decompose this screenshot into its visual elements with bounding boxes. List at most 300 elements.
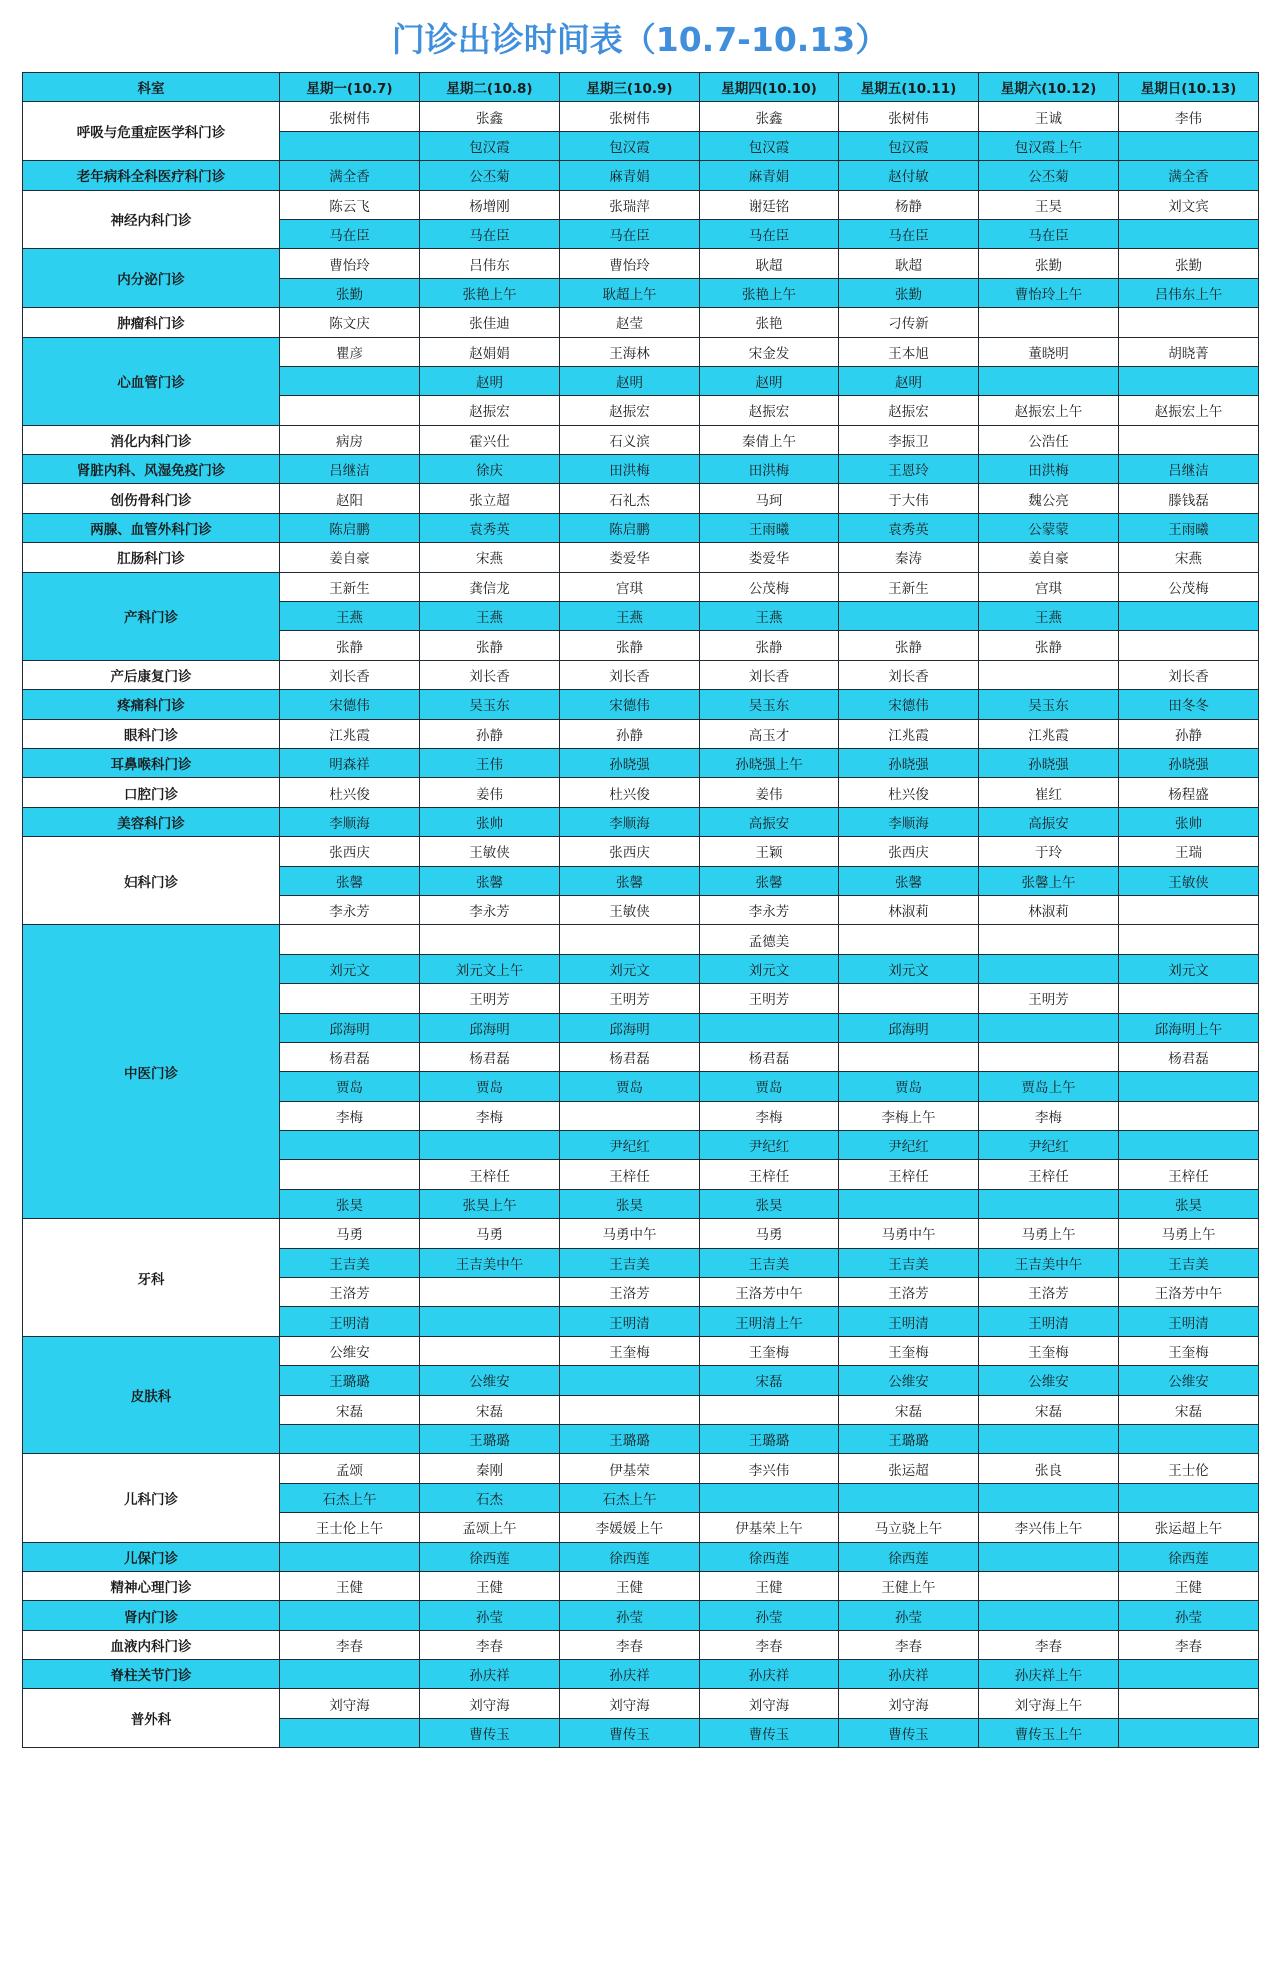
doctor-cell: 宋德伟 [839, 690, 979, 719]
doctor-cell: 张勤 [280, 278, 420, 307]
table-row [23, 660, 1259, 689]
doctor-cell: 杨君磊 [560, 1042, 700, 1071]
doctor-cell: 马在臣 [979, 219, 1119, 248]
doctor-cell: 李梅 [280, 1101, 420, 1130]
department-name: 神经内科门诊 [23, 190, 280, 249]
doctor-cell: 张树伟 [560, 102, 700, 131]
doctor-cell: 刘长香 [560, 660, 700, 689]
doctor-cell: 孟颂 [280, 1454, 420, 1483]
schedule-body [23, 102, 1259, 1748]
doctor-cell: 公蒙蒙 [979, 513, 1119, 542]
doctor-cell: 王恩玲 [839, 455, 979, 484]
table-row [23, 837, 1259, 866]
doctor-cell: 刘元文 [1119, 954, 1259, 983]
doctor-cell: 王健 [420, 1571, 560, 1600]
doctor-cell [1119, 984, 1259, 1013]
doctor-cell [1119, 131, 1259, 160]
doctor-cell: 江兆霞 [839, 719, 979, 748]
doctor-cell [420, 1336, 560, 1365]
doctor-cell: 麻青娟 [700, 161, 839, 190]
doctor-cell: 李春 [420, 1630, 560, 1659]
doctor-cell: 王明芳 [979, 984, 1119, 1013]
doctor-cell: 王吉美 [1119, 1248, 1259, 1277]
doctor-cell: 公维安 [280, 1336, 420, 1365]
doctor-cell: 贾岛 [839, 1072, 979, 1101]
doctor-cell [280, 1160, 420, 1189]
doctor-cell: 李振卫 [839, 425, 979, 454]
doctor-cell: 霍兴仕 [420, 425, 560, 454]
doctor-cell: 刘元文 [560, 954, 700, 983]
doctor-cell: 秦涛 [839, 543, 979, 572]
doctor-cell: 孟德美 [700, 925, 839, 954]
doctor-cell: 公维安 [979, 1366, 1119, 1395]
department-name: 疼痛科门诊 [23, 690, 280, 719]
doctor-cell: 王颖 [700, 837, 839, 866]
doctor-cell: 宫琪 [560, 572, 700, 601]
doctor-cell: 贾岛 [280, 1072, 420, 1101]
doctor-cell: 宋磊 [979, 1395, 1119, 1424]
doctor-cell: 张艳上午 [700, 278, 839, 307]
doctor-cell: 李媛媛上午 [560, 1513, 700, 1542]
doctor-cell: 王璐璐 [420, 1424, 560, 1453]
department-name: 口腔门诊 [23, 778, 280, 807]
doctor-cell: 王明芳 [420, 984, 560, 1013]
doctor-cell: 公茂梅 [1119, 572, 1259, 601]
doctor-cell: 孙莹 [420, 1601, 560, 1630]
doctor-cell: 孙庆祥 [700, 1660, 839, 1689]
table-row [23, 690, 1259, 719]
doctor-cell: 王梓任 [979, 1160, 1119, 1189]
doctor-cell: 孙莹 [700, 1601, 839, 1630]
doctor-cell: 赵明 [700, 366, 839, 395]
doctor-cell: 赵明 [560, 366, 700, 395]
doctor-cell: 刘守海 [560, 1689, 700, 1718]
doctor-cell [979, 1424, 1119, 1453]
doctor-cell: 王健 [560, 1571, 700, 1600]
doctor-cell: 曹传玉 [420, 1718, 560, 1747]
doctor-cell: 龚信龙 [420, 572, 560, 601]
doctor-cell: 王吉美 [280, 1248, 420, 1277]
doctor-cell: 石杰 [420, 1483, 560, 1512]
doctor-cell: 王明清 [1119, 1307, 1259, 1336]
header-cell: 星期三(10.9) [560, 73, 700, 102]
doctor-cell: 杨君磊 [280, 1042, 420, 1071]
doctor-cell: 王洛芳 [979, 1278, 1119, 1307]
doctor-cell: 宫琪 [979, 572, 1119, 601]
doctor-cell: 王吉美 [560, 1248, 700, 1277]
department-name: 血液内科门诊 [23, 1630, 280, 1659]
doctor-cell: 孙晓强 [560, 748, 700, 777]
doctor-cell: 贾岛 [560, 1072, 700, 1101]
doctor-cell [979, 660, 1119, 689]
doctor-cell: 张静 [420, 631, 560, 660]
doctor-cell: 宋德伟 [280, 690, 420, 719]
department-name: 消化内科门诊 [23, 425, 280, 454]
doctor-cell: 杜兴俊 [560, 778, 700, 807]
doctor-cell: 满全香 [280, 161, 420, 190]
doctor-cell: 王明清 [560, 1307, 700, 1336]
doctor-cell: 张树伟 [839, 102, 979, 131]
doctor-cell: 孙静 [420, 719, 560, 748]
doctor-cell [560, 1101, 700, 1130]
doctor-cell: 孙庆祥 [560, 1660, 700, 1689]
doctor-cell: 王明芳 [560, 984, 700, 1013]
department-name: 肿瘤科门诊 [23, 308, 280, 337]
doctor-cell: 赵振宏 [839, 396, 979, 425]
doctor-cell: 李顺海 [280, 807, 420, 836]
doctor-cell [979, 1483, 1119, 1512]
doctor-cell: 马勇上午 [979, 1219, 1119, 1248]
doctor-cell: 孙晓强 [979, 748, 1119, 777]
doctor-cell: 王洛芳 [560, 1278, 700, 1307]
doctor-cell: 张帅 [420, 807, 560, 836]
doctor-cell [560, 925, 700, 954]
table-row [23, 455, 1259, 484]
doctor-cell: 刘元文 [280, 954, 420, 983]
doctor-cell: 王奎梅 [979, 1336, 1119, 1365]
doctor-cell: 孙静 [560, 719, 700, 748]
doctor-cell: 王梓任 [839, 1160, 979, 1189]
doctor-cell: 张帅 [1119, 807, 1259, 836]
header-row [23, 73, 1259, 102]
doctor-cell: 马立骁上午 [839, 1513, 979, 1542]
department-name: 儿保门诊 [23, 1542, 280, 1571]
table-row [23, 1601, 1259, 1630]
doctor-cell: 张昊 [280, 1189, 420, 1218]
department-name: 肾内门诊 [23, 1601, 280, 1630]
doctor-cell: 包汉霞 [420, 131, 560, 160]
doctor-cell: 胡晓菁 [1119, 337, 1259, 366]
doctor-cell: 王健上午 [839, 1571, 979, 1600]
doctor-cell: 宋燕 [1119, 543, 1259, 572]
doctor-cell: 贾岛 [700, 1072, 839, 1101]
doctor-cell: 公维安 [839, 1366, 979, 1395]
doctor-cell: 张立超 [420, 484, 560, 513]
doctor-cell: 尹纪红 [560, 1131, 700, 1160]
table-row [23, 1689, 1259, 1718]
doctor-cell: 于玲 [979, 837, 1119, 866]
table-row [23, 161, 1259, 190]
doctor-cell: 王明清 [839, 1307, 979, 1336]
doctor-cell [280, 396, 420, 425]
doctor-cell: 邱海明 [839, 1013, 979, 1042]
doctor-cell: 马珂 [700, 484, 839, 513]
department-name: 皮肤科 [23, 1336, 280, 1454]
doctor-cell: 公丕菊 [979, 161, 1119, 190]
doctor-cell: 杨君磊 [1119, 1042, 1259, 1071]
doctor-cell [979, 1189, 1119, 1218]
doctor-cell: 吕继洁 [280, 455, 420, 484]
doctor-cell: 耿超 [839, 249, 979, 278]
doctor-cell: 公浩任 [979, 425, 1119, 454]
doctor-cell: 王梓任 [560, 1160, 700, 1189]
doctor-cell: 袁秀英 [839, 513, 979, 542]
doctor-cell [280, 925, 420, 954]
doctor-cell: 贾岛上午 [979, 1072, 1119, 1101]
doctor-cell: 曹怡玲上午 [979, 278, 1119, 307]
doctor-cell: 宋磊 [280, 1395, 420, 1424]
doctor-cell: 刘长香 [280, 660, 420, 689]
doctor-cell: 张鑫 [420, 102, 560, 131]
doctor-cell: 李春 [839, 1630, 979, 1659]
doctor-cell: 姜伟 [700, 778, 839, 807]
doctor-cell: 张西庆 [839, 837, 979, 866]
doctor-cell: 徐庆 [420, 455, 560, 484]
doctor-cell: 张树伟 [280, 102, 420, 131]
doctor-cell: 刘守海 [280, 1689, 420, 1718]
department-name: 产后康复门诊 [23, 660, 280, 689]
doctor-cell: 王璐璐 [280, 1366, 420, 1395]
doctor-cell: 宋燕 [420, 543, 560, 572]
department-name: 脊柱关节门诊 [23, 1660, 280, 1689]
department-name: 中医门诊 [23, 925, 280, 1219]
table-row [23, 543, 1259, 572]
doctor-cell [1119, 925, 1259, 954]
header-cell: 星期日(10.13) [1119, 73, 1259, 102]
department-name: 两腺、血管外科门诊 [23, 513, 280, 542]
doctor-cell [280, 1542, 420, 1571]
doctor-cell: 张馨 [420, 866, 560, 895]
doctor-cell: 王瑞 [1119, 837, 1259, 866]
doctor-cell: 满全香 [1119, 161, 1259, 190]
doctor-cell: 陈文庆 [280, 308, 420, 337]
doctor-cell: 崔红 [979, 778, 1119, 807]
doctor-cell: 瞿彦 [280, 337, 420, 366]
doctor-cell: 张运超 [839, 1454, 979, 1483]
doctor-cell: 宋德伟 [560, 690, 700, 719]
doctor-cell: 李兴伟 [700, 1454, 839, 1483]
doctor-cell: 高振安 [700, 807, 839, 836]
department-name: 妇科门诊 [23, 837, 280, 925]
doctor-cell [1119, 895, 1259, 924]
doctor-cell: 伊基荣 [560, 1454, 700, 1483]
doctor-cell: 娄爱华 [560, 543, 700, 572]
doctor-cell: 吕伟东上午 [1119, 278, 1259, 307]
doctor-cell: 耿超 [700, 249, 839, 278]
doctor-cell: 赵娟娟 [420, 337, 560, 366]
doctor-cell [700, 1395, 839, 1424]
doctor-cell: 张勤 [839, 278, 979, 307]
doctor-cell: 王吉美中午 [979, 1248, 1119, 1277]
doctor-cell: 杜兴俊 [839, 778, 979, 807]
doctor-cell [979, 925, 1119, 954]
doctor-cell: 赵振宏 [560, 396, 700, 425]
doctor-cell [1119, 308, 1259, 337]
doctor-cell: 宋磊 [420, 1395, 560, 1424]
doctor-cell: 刘守海上午 [979, 1689, 1119, 1718]
doctor-cell: 宋金发 [700, 337, 839, 366]
doctor-cell: 徐西莲 [420, 1542, 560, 1571]
doctor-cell: 王燕 [560, 602, 700, 631]
doctor-cell [700, 1013, 839, 1042]
doctor-cell [1119, 1072, 1259, 1101]
doctor-cell: 张勤 [979, 249, 1119, 278]
table-row [23, 807, 1259, 836]
doctor-cell: 王燕 [280, 602, 420, 631]
table-row [23, 484, 1259, 513]
doctor-cell: 孙庆祥上午 [979, 1660, 1119, 1689]
doctor-cell: 张馨 [839, 866, 979, 895]
doctor-cell: 张馨 [700, 866, 839, 895]
doctor-cell: 公维安 [1119, 1366, 1259, 1395]
doctor-cell: 李梅 [420, 1101, 560, 1130]
page-title: 门诊出诊时间表（10.7-10.13） [391, 20, 889, 59]
doctor-cell: 王梓任 [700, 1160, 839, 1189]
doctor-cell: 田洪梅 [979, 455, 1119, 484]
doctor-cell: 王敏侠 [420, 837, 560, 866]
doctor-cell: 孙晓强 [1119, 748, 1259, 777]
department-name: 肾脏内科、风湿免疫门诊 [23, 455, 280, 484]
doctor-cell [839, 984, 979, 1013]
department-name: 耳鼻喉科门诊 [23, 748, 280, 777]
table-row [23, 308, 1259, 337]
doctor-cell: 王洛芳中午 [1119, 1278, 1259, 1307]
table-row [23, 337, 1259, 366]
doctor-cell: 王奎梅 [1119, 1336, 1259, 1365]
doctor-cell: 公茂梅 [700, 572, 839, 601]
doctor-cell: 赵明 [839, 366, 979, 395]
department-name: 普外科 [23, 1689, 280, 1748]
doctor-cell: 王士伦上午 [280, 1513, 420, 1542]
doctor-cell [979, 954, 1119, 983]
doctor-cell [979, 1571, 1119, 1600]
doctor-cell: 王吉美中午 [420, 1248, 560, 1277]
doctor-cell: 曹传玉上午 [979, 1718, 1119, 1747]
doctor-cell: 王健 [1119, 1571, 1259, 1600]
doctor-cell: 田洪梅 [700, 455, 839, 484]
doctor-cell: 刘守海 [420, 1689, 560, 1718]
doctor-cell: 曹传玉 [560, 1718, 700, 1747]
doctor-cell: 于大伟 [839, 484, 979, 513]
doctor-cell: 陈启鹏 [560, 513, 700, 542]
table-row [23, 1219, 1259, 1248]
doctor-cell: 刘长香 [1119, 660, 1259, 689]
doctor-cell: 杨君磊 [420, 1042, 560, 1071]
doctor-cell [560, 1366, 700, 1395]
doctor-cell: 张勤 [1119, 249, 1259, 278]
table-row [23, 190, 1259, 219]
table-row [23, 1336, 1259, 1365]
doctor-cell: 娄爱华 [700, 543, 839, 572]
doctor-cell: 杨增刚 [420, 190, 560, 219]
doctor-cell: 谢廷铭 [700, 190, 839, 219]
doctor-cell: 王明清 [979, 1307, 1119, 1336]
doctor-cell: 田洪梅 [560, 455, 700, 484]
doctor-cell: 滕钱磊 [1119, 484, 1259, 513]
doctor-cell: 刘守海 [700, 1689, 839, 1718]
doctor-cell: 石义滨 [560, 425, 700, 454]
doctor-cell: 吕继洁 [1119, 455, 1259, 484]
doctor-cell: 张艳上午 [420, 278, 560, 307]
table-row [23, 1660, 1259, 1689]
doctor-cell [979, 1042, 1119, 1071]
doctor-cell: 贾岛 [420, 1072, 560, 1101]
header-cell: 星期五(10.11) [839, 73, 979, 102]
doctor-cell: 赵阳 [280, 484, 420, 513]
doctor-cell: 孙晓强上午 [700, 748, 839, 777]
doctor-cell: 姜自豪 [280, 543, 420, 572]
doctor-cell: 刘守海 [839, 1689, 979, 1718]
doctor-cell: 王健 [280, 1571, 420, 1600]
doctor-cell [839, 1189, 979, 1218]
doctor-cell: 邱海明 [280, 1013, 420, 1042]
department-name: 眼科门诊 [23, 719, 280, 748]
doctor-cell [700, 1483, 839, 1512]
doctor-cell: 张西庆 [560, 837, 700, 866]
department-name: 产科门诊 [23, 572, 280, 660]
doctor-cell: 邱海明 [560, 1013, 700, 1042]
table-row [23, 1630, 1259, 1659]
doctor-cell: 刘元文 [700, 954, 839, 983]
table-row [23, 425, 1259, 454]
doctor-cell: 刘长香 [839, 660, 979, 689]
doctor-cell: 姜伟 [420, 778, 560, 807]
doctor-cell: 李顺海 [560, 807, 700, 836]
doctor-cell: 张昊上午 [420, 1189, 560, 1218]
doctor-cell: 王海林 [560, 337, 700, 366]
doctor-cell: 曹传玉 [700, 1718, 839, 1747]
header-cell: 星期四(10.10) [700, 73, 839, 102]
header-cell: 科室 [23, 73, 280, 102]
doctor-cell: 王士伦 [1119, 1454, 1259, 1483]
doctor-cell: 徐西莲 [700, 1542, 839, 1571]
doctor-cell: 孟颂上午 [420, 1513, 560, 1542]
doctor-cell: 吴玉东 [420, 690, 560, 719]
doctor-cell: 麻青娟 [560, 161, 700, 190]
table-row [23, 513, 1259, 542]
doctor-cell: 王燕 [700, 602, 839, 631]
doctor-cell: 王明清 [280, 1307, 420, 1336]
doctor-cell: 包汉霞 [560, 131, 700, 160]
table-row [23, 572, 1259, 601]
doctor-cell [1119, 366, 1259, 395]
table-row [23, 1454, 1259, 1483]
doctor-cell: 王奎梅 [560, 1336, 700, 1365]
doctor-cell: 曹怡玲 [280, 249, 420, 278]
doctor-cell: 马在臣 [560, 219, 700, 248]
doctor-cell: 马勇 [420, 1219, 560, 1248]
doctor-cell: 姜自豪 [979, 543, 1119, 572]
doctor-cell: 马勇中午 [839, 1219, 979, 1248]
doctor-cell [1119, 219, 1259, 248]
department-name: 老年病科全科医疗科门诊 [23, 161, 280, 190]
department-name: 儿科门诊 [23, 1454, 280, 1542]
doctor-cell: 秦倩上午 [700, 425, 839, 454]
doctor-cell: 张昊 [560, 1189, 700, 1218]
doctor-cell [420, 1131, 560, 1160]
doctor-cell: 王奎梅 [839, 1336, 979, 1365]
doctor-cell: 石礼杰 [560, 484, 700, 513]
doctor-cell: 张佳迪 [420, 308, 560, 337]
doctor-cell: 王璐璐 [560, 1424, 700, 1453]
doctor-cell: 马在臣 [420, 219, 560, 248]
doctor-cell: 刘文宾 [1119, 190, 1259, 219]
doctor-cell: 公维安 [420, 1366, 560, 1395]
doctor-cell: 王燕 [979, 602, 1119, 631]
doctor-cell [280, 1131, 420, 1160]
doctor-cell [979, 1601, 1119, 1630]
doctor-cell: 张静 [700, 631, 839, 660]
doctor-cell: 陈启鹏 [280, 513, 420, 542]
doctor-cell: 王新生 [280, 572, 420, 601]
doctor-cell: 耿超上午 [560, 278, 700, 307]
doctor-cell: 刘长香 [700, 660, 839, 689]
doctor-cell: 吴玉东 [700, 690, 839, 719]
doctor-cell: 赵莹 [560, 308, 700, 337]
doctor-cell: 陈云飞 [280, 190, 420, 219]
doctor-cell: 袁秀英 [420, 513, 560, 542]
doctor-cell [280, 1718, 420, 1747]
